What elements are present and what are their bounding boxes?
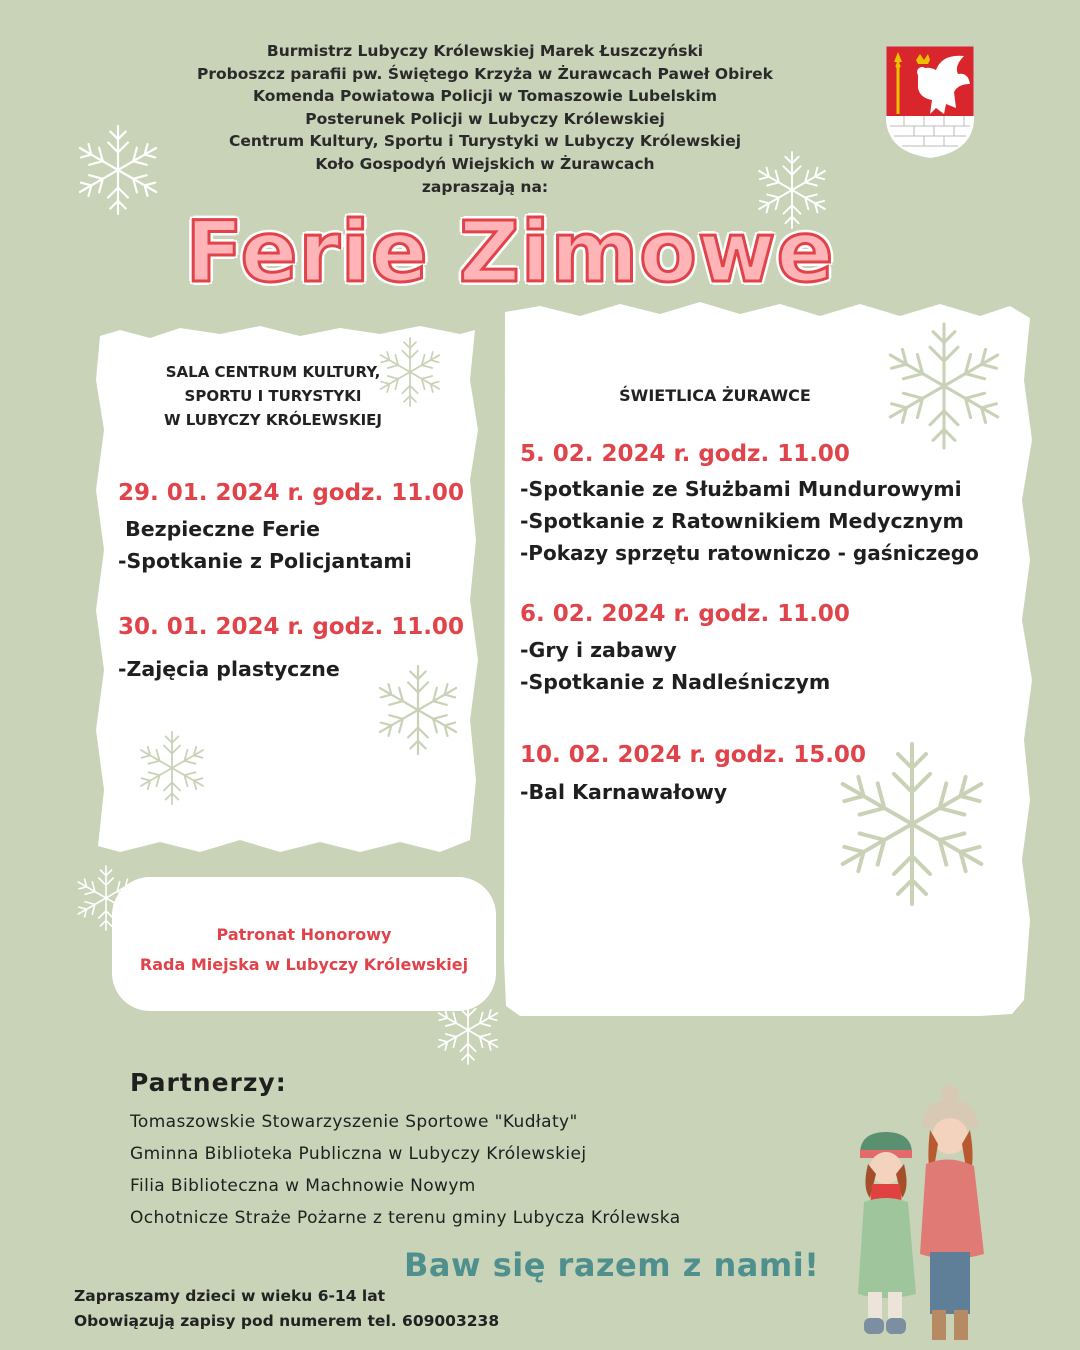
- event-item: -Spotkanie ze Służbami Mundurowymi: [520, 477, 962, 501]
- footer-line: Zapraszamy dzieci w wieku 6-14 lat: [74, 1287, 386, 1305]
- partner-item: Ochotnicze Straże Pożarne z terenu gminy Lubycza Królewska: [130, 1208, 681, 1228]
- event-item: -Spotkanie z Nadleśniczym: [520, 670, 831, 694]
- organizer-line: Proboszcz parafii pw. Świętego Krzyża w Żurawcach Paweł Obirek: [197, 64, 773, 83]
- left-venue: [118, 360, 428, 432]
- right-venue: ŚWIETLICA ŻURAWCE: [619, 386, 811, 405]
- organizer-line: Koło Gospodyń Wiejskich w Żurawcach: [315, 154, 655, 173]
- partner-item: Tomaszowskie Stowarzyszenie Sportowe "Kudłaty": [130, 1112, 578, 1132]
- organizer-line: Burmistrz Lubyczy Królewskiej Marek Łuszczyński: [266, 42, 704, 60]
- venue-line: SPORTU I TURYSTYKI: [184, 387, 362, 405]
- event-item: Bezpieczne Ferie: [118, 517, 321, 541]
- event-item: -Zajęcia plastyczne: [118, 657, 340, 681]
- event-item: -Spotkanie z Policjantami: [118, 549, 412, 573]
- partner-item: Gminna Biblioteka Publiczna w Lubyczy Królewskiej: [130, 1144, 587, 1164]
- event-date: 10. 02. 2024 r. godz. 15.00: [520, 742, 866, 768]
- event-date: 6. 02. 2024 r. godz. 11.00: [520, 601, 850, 627]
- venue-line: W LUBYCZY KRÓLEWSKIEJ: [164, 411, 382, 429]
- patron-text: [112, 920, 496, 980]
- event-item: -Spotkanie z Ratownikiem Medycznym: [520, 509, 964, 533]
- event-date: 30. 01. 2024 r. godz. 11.00: [118, 614, 464, 640]
- partners-heading: Partnerzy:: [130, 1068, 287, 1097]
- event-item: -Gry i zabawy: [520, 638, 677, 662]
- children-illustration-icon: [846, 1084, 996, 1346]
- patron-line: Rada Miejska w Lubyczy Królewskiej: [139, 955, 469, 974]
- footer-line: Obowiązują zapisy pod numerem tel. 609003238: [74, 1312, 500, 1330]
- partner-item: Filia Biblioteczna w Machnowie Nowym: [130, 1176, 476, 1196]
- invite-line: zapraszają na:: [421, 177, 549, 196]
- organizers-list: [150, 40, 820, 198]
- organizer-line: Centrum Kultury, Sportu i Turystyki w Lubyczy Królewskiej: [228, 132, 742, 151]
- event-date: 29. 01. 2024 r. godz. 11.00: [118, 480, 464, 506]
- coat-of-arms-icon: [884, 44, 976, 160]
- slogan: Baw się razem z nami!: [404, 1246, 820, 1284]
- organizer-line: Posterunek Policji w Lubyczy Królewskiej: [305, 109, 665, 128]
- event-item: -Bal Karnawałowy: [520, 780, 728, 804]
- venue-line: SALA CENTRUM KULTURY,: [165, 363, 381, 381]
- event-item: -Pokazy sprzętu ratowniczo - gaśniczego: [520, 541, 979, 565]
- organizer-line: Komenda Powiatowa Policji w Tomaszowie Lubelskim: [253, 87, 717, 106]
- page-title: Ferie Zimowe: [185, 203, 835, 301]
- patron-line: Patronat Honorowy: [216, 925, 392, 944]
- event-date: 5. 02. 2024 r. godz. 11.00: [520, 441, 850, 467]
